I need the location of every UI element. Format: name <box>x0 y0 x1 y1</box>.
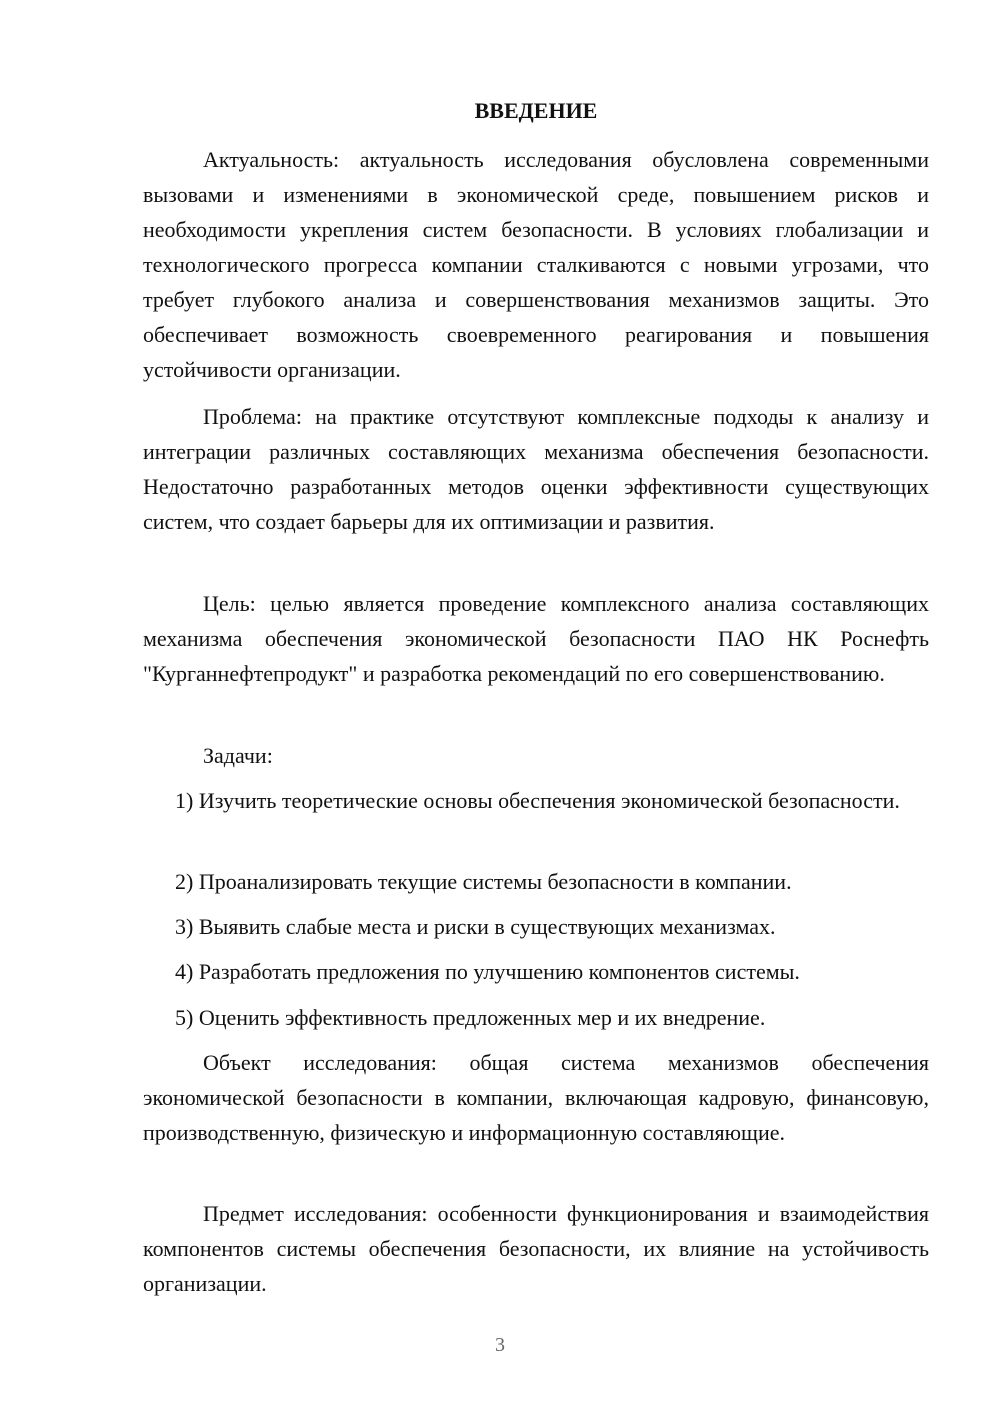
page-number: 3 <box>495 1334 505 1356</box>
problem-paragraph: Проблема: на практике отсутствуют комплексные подходы к анализу и интеграции различных составляющих механизма обеспечения безопасности. Недостаточно разработанных методов оценки эффективности существующих систем, что создает барьеры для их оптимизации и развития. <box>143 404 929 534</box>
task-item: 1) Изучить теоретические основы обеспечения экономической безопасности. <box>175 788 900 813</box>
subject-paragraph: Предмет исследования: особенности функционирования и взаимодействия компонентов системы обеспечения безопасности, их влияние на устойчивость организации. <box>143 1201 929 1296</box>
object-paragraph: Объект исследования: общая система механизмов обеспечения экономической безопасности в компании, включающая кадровую, финансовую, производственную, физическую и информационную составляющие. <box>143 1050 929 1145</box>
section-title: ВВЕДЕНИЕ <box>474 98 598 123</box>
task-item: 4) Разработать предложения по улучшению компонентов системы. <box>175 959 800 984</box>
task-item: 5) Оценить эффективность предложенных мер и их внедрение. <box>175 1005 766 1030</box>
relevance-paragraph: Актуальность: актуальность исследования обусловлена современными вызовами и изменениями в экономической среде, повышением рисков и необходимости укрепления систем безопасности. В условиях глобализации и технологического прогресса компании сталкиваются с новыми угрозами, что требует глубокого анализа и совершенствования механизмов защиты. Это обеспечивает возможность своевременного реагирования и повышения устойчивости организации. <box>143 147 929 382</box>
task-item: 3) Выявить слабые места и риски в существующих механизмах. <box>175 914 776 939</box>
tasks-heading: Задачи: <box>203 743 273 768</box>
task-item: 2) Проанализировать текущие системы безопасности в компании. <box>175 869 792 894</box>
goal-paragraph: Цель: целью является проведение комплексного анализа составляющих механизма обеспечения экономической безопасности ПАО НК Роснефть "Курганнефтепродукт" и разработка рекомендаций по его совершенствованию. <box>143 591 929 686</box>
